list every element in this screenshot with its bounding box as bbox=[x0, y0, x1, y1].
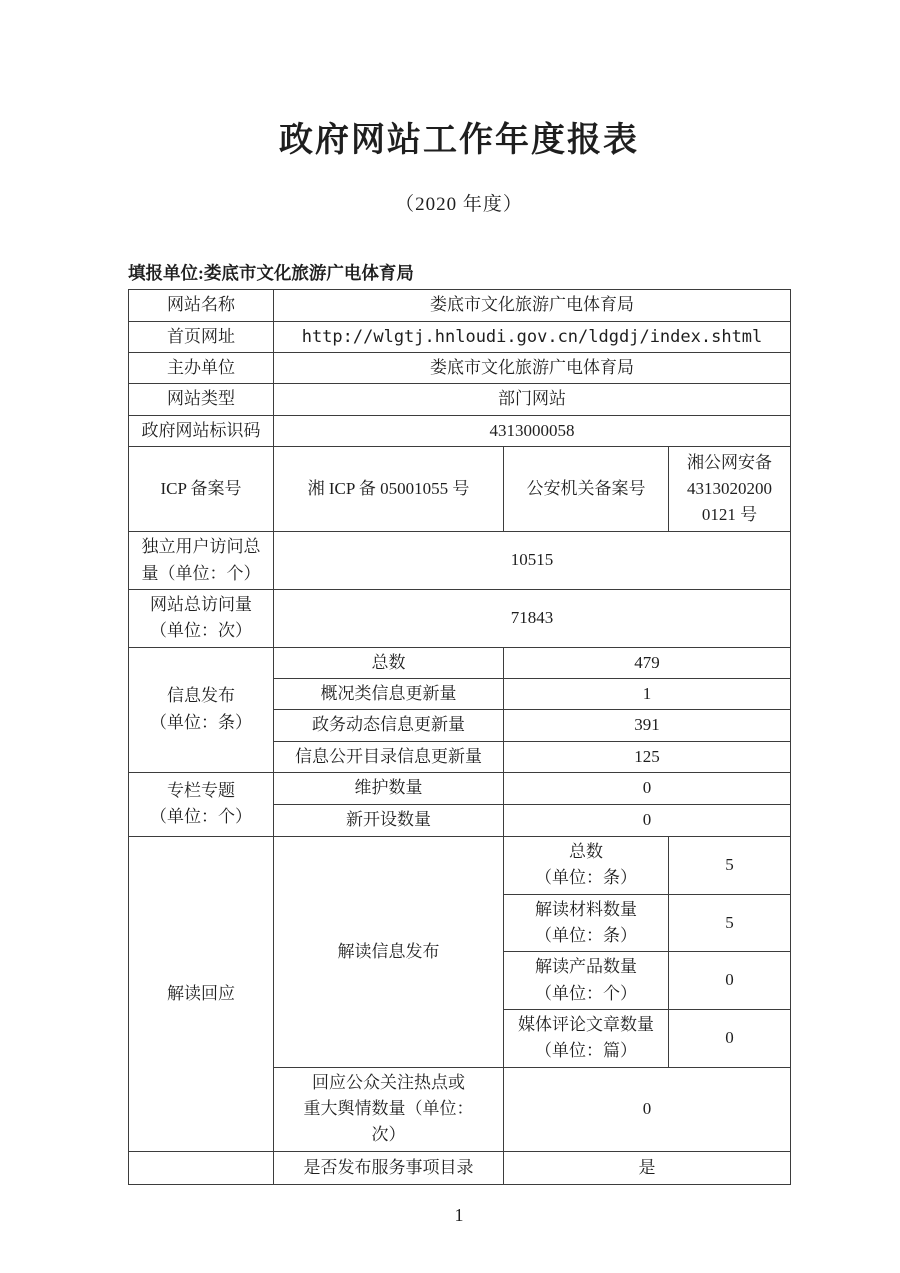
police-record-label: 公安机关备案号 bbox=[504, 447, 669, 532]
table-row-info-publish bbox=[129, 647, 791, 678]
info-total-label: 总数 bbox=[274, 647, 504, 678]
interp-total-value: 5 bbox=[669, 836, 791, 894]
service-catalog-value: 是 bbox=[504, 1151, 791, 1184]
site-id-code-value: 4313000058 bbox=[274, 415, 791, 446]
site-id-code-label: 政府网站标识码 bbox=[129, 415, 274, 446]
table-row bbox=[129, 289, 791, 321]
site-type-label: 网站类型 bbox=[129, 384, 274, 415]
interp-total-label: 总数 （单位：条） bbox=[504, 836, 669, 894]
icp-number: 湘 ICP 备 05001055 号 bbox=[274, 447, 504, 532]
site-name-value: 娄底市文化旅游广电体育局 bbox=[274, 289, 791, 321]
info-publish-group-label: 信息发布 （单位：条） bbox=[129, 647, 274, 772]
hotspot-label: 回应公众关注热点或 重大舆情数量（单位： 次） bbox=[274, 1067, 504, 1151]
maintain-count-value: 0 bbox=[504, 772, 791, 804]
info-total-value: 479 bbox=[504, 647, 791, 678]
reporting-unit-name: 娄底市文化旅游广电体育局 bbox=[203, 262, 414, 283]
icp-label: ICP 备案号 bbox=[129, 447, 274, 532]
open-catalog-update-label: 信息公开目录信息更新量 bbox=[274, 741, 504, 772]
page-subtitle: （2020 年度） bbox=[395, 193, 523, 215]
page-number: 1 bbox=[454, 1204, 464, 1225]
interp-material-label: 解读材料数量 （单位：条） bbox=[504, 894, 669, 952]
reporting-unit-line bbox=[128, 260, 790, 285]
police-record-number: 湘公网安备 4313020200 0121 号 bbox=[669, 447, 791, 532]
table-row-unique-users bbox=[129, 532, 791, 590]
interpretation-publish-label: 解读信息发布 bbox=[274, 836, 504, 1067]
service-catalog-label: 是否发布服务事项目录 bbox=[274, 1151, 504, 1184]
table-row bbox=[129, 384, 791, 415]
unique-users-value: 10515 bbox=[274, 532, 791, 590]
table-row bbox=[129, 321, 791, 352]
overview-update-value: 1 bbox=[504, 678, 791, 709]
overview-update-label: 概况类信息更新量 bbox=[274, 678, 504, 709]
reporting-unit-label: 填报单位: bbox=[128, 262, 204, 283]
interpretation-group-label: 解读回应 bbox=[129, 836, 274, 1151]
special-columns-group-label: 专栏专题 （单位：个） bbox=[129, 772, 274, 836]
sponsor-unit-label: 主办单位 bbox=[129, 353, 274, 384]
table-row bbox=[129, 415, 791, 446]
table-row-special-columns bbox=[129, 772, 791, 804]
open-catalog-update-value: 125 bbox=[504, 741, 791, 772]
table-row-total-visits bbox=[129, 589, 791, 647]
interp-product-value: 0 bbox=[669, 952, 791, 1010]
empty-cell bbox=[129, 1151, 274, 1184]
media-comment-value: 0 bbox=[669, 1009, 791, 1067]
table-row-interpretation bbox=[129, 836, 791, 894]
homepage-url-value: http://wlgtj.hnloudi.gov.cn/ldgdj/index.shtml bbox=[274, 321, 791, 352]
page-title: 政府网站工作年度报表 bbox=[279, 121, 639, 159]
unique-users-label: 独立用户访问总 量（单位：个） bbox=[129, 532, 274, 590]
homepage-url-label: 首页网址 bbox=[129, 321, 274, 352]
sponsor-unit-value: 娄底市文化旅游广电体育局 bbox=[274, 353, 791, 384]
table-row-icp bbox=[129, 447, 791, 532]
interp-product-label: 解读产品数量 （单位：个） bbox=[504, 952, 669, 1010]
table-row-service-catalog bbox=[129, 1151, 791, 1184]
total-visits-label: 网站总访问量 （单位：次） bbox=[129, 589, 274, 647]
hotspot-value: 0 bbox=[504, 1067, 791, 1151]
new-open-count-value: 0 bbox=[504, 804, 791, 836]
maintain-count-label: 维护数量 bbox=[274, 772, 504, 804]
new-open-count-label: 新开设数量 bbox=[274, 804, 504, 836]
interp-material-value: 5 bbox=[669, 894, 791, 952]
site-name-label: 网站名称 bbox=[129, 289, 274, 321]
annual-report-table bbox=[128, 289, 791, 1185]
media-comment-label: 媒体评论文章数量 （单位：篇） bbox=[504, 1009, 669, 1067]
total-visits-value: 71843 bbox=[274, 589, 791, 647]
site-type-value: 部门网站 bbox=[274, 384, 791, 415]
document-body bbox=[128, 0, 790, 1226]
table-row bbox=[129, 353, 791, 384]
gov-news-update-label: 政务动态信息更新量 bbox=[274, 710, 504, 741]
gov-news-update-value: 391 bbox=[504, 710, 791, 741]
